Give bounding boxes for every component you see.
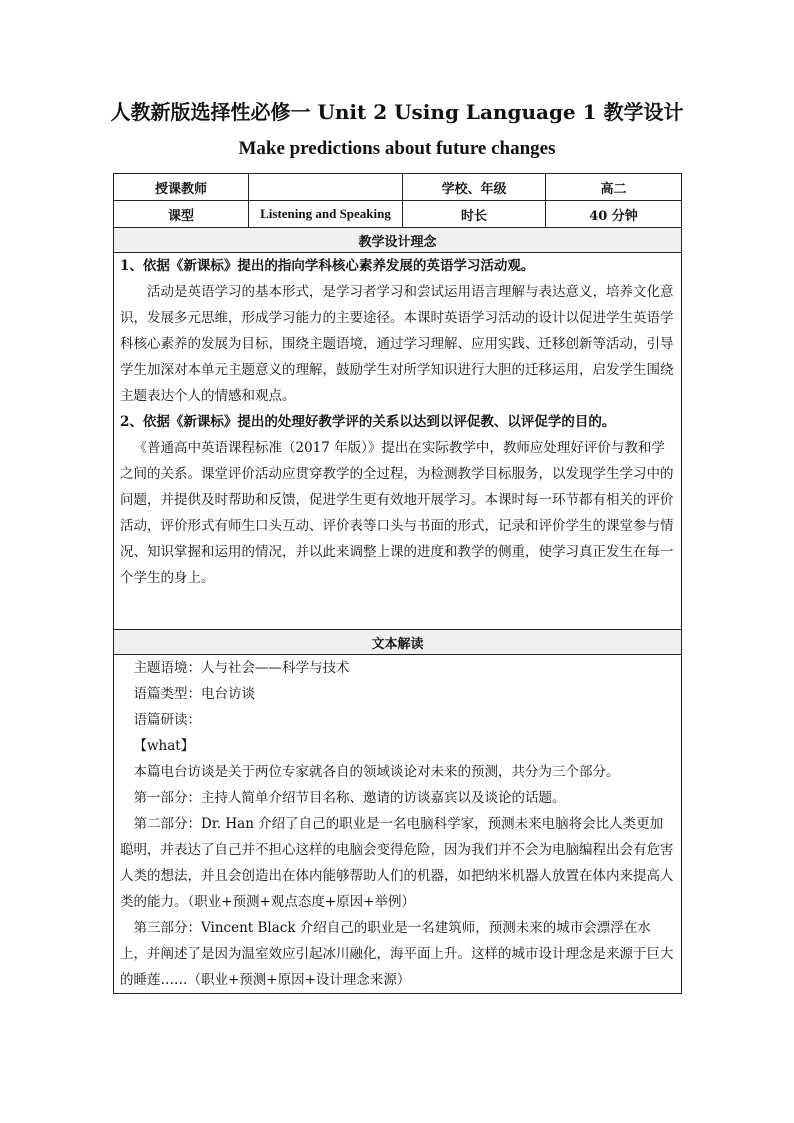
type-label: 课型 — [114, 201, 249, 228]
page-title: 人教新版选择性必修一 Unit 2 Using Language 1 教学设计 — [110, 100, 684, 124]
design-point-1: 1、依据《新课标》提出的指向学科核心素养发展的英语学习活动观。 — [120, 258, 535, 274]
teacher-label: 授课教师 — [114, 174, 249, 201]
part-3-paragraph: 第三部分：Vincent Black 介绍自己的职业是一名建筑师，预测未来的城市会漂浮在水上，并阐述了是因为温室效应引起冰川融化，海平面上升。这样的城市设计理念是来源于巨大的睡莲……（职业+预测+原因+设计理念来源） — [120, 920, 674, 988]
design-paragraph-2: 《普通高中英语课程标准（2017 年版）》提出在实际教学中，教师应处理好评价与教和学之间的关系。课堂评价活动应贯穿教学的全过程，为检测教学目标服务，以发现学生学习中的问题，并提供及时帮助和反馈，促进学生更有效地开展学习。本课时每一环节都有相关的评价活动，评价形式有师生口头互动、评价表等口头与书面的形式，记录和评价学生的课堂参与情况、知识掌握和运用的情况，并以此来调整上课的进度和教学的侧重，使学习真正发生在每一个学生的身上。 — [120, 440, 674, 586]
page-subtitle: Make predictions about future changes — [238, 138, 556, 159]
section-body-text — [114, 655, 682, 994]
part-2-paragraph: 第二部分：Dr. Han 介绍了自己的职业是一名电脑科学家，预测未来电脑将会比人类更加聪明，并表达了自己并不担心这样的电脑会变得危险，因为我们并不会为电脑编程出会有危害人类的想法，并且会创造出在体内能够帮助人们的机器，如把纳米机器人放置在体内来提高人类的能力。（职业+预测+观点态度+原因+举例） — [120, 816, 674, 910]
info-row-2 — [114, 201, 682, 228]
theme-context-line: 主题语境：人与社会——科学与技术 — [133, 660, 350, 676]
text-study-line: 语篇研读： — [133, 712, 201, 728]
school-label: 学校、年级 — [403, 174, 546, 201]
info-row-1 — [114, 174, 682, 201]
what-heading: 【what】 — [133, 738, 195, 754]
duration-value: 40 分钟 — [546, 201, 682, 228]
duration-label: 时长 — [403, 201, 546, 228]
teacher-value — [249, 174, 403, 201]
section1-heading: 教学设计理念 — [114, 228, 682, 253]
overview-line: 本篇电台访谈是关于两位专家就各自的领域谈论对未来的预测，共分为三个部分。 — [133, 764, 620, 780]
type-value: Listening and Speaking — [249, 201, 403, 228]
design-point-2: 2、依据《新课标》提出的处理好教学评的关系以达到以评促教、以评促学的目的。 — [120, 414, 616, 430]
school-value: 高二 — [546, 174, 682, 201]
section-header-text — [114, 630, 682, 655]
section2-heading: 文本解读 — [114, 630, 682, 655]
lesson-plan-table — [113, 173, 682, 994]
design-paragraph-1: 活动是英语学习的基本形式，是学习者学习和尝试运用语言理解与表达意义，培养文化意识，发展多元思维，形成学习能力的主要途径。本课时英语学习活动的设计以促进学生英语学科核心素养的发展为目标，围绕主题语境，通过学习理解、应用实践、迁移创新等活动，引导学生加深对本单元主题意义的理解，鼓励学生对所学知识进行大胆的迁移运用，启发学生围绕主题表达个人的情感和观点。 — [120, 284, 674, 404]
section-header-design — [114, 228, 682, 253]
part-1-line: 第一部分：主持人简单介绍节目名称、邀请的访谈嘉宾以及谈论的话题。 — [133, 790, 566, 806]
text-type-line: 语篇类型：电台访谈 — [133, 686, 255, 702]
section-body-design — [114, 253, 682, 630]
